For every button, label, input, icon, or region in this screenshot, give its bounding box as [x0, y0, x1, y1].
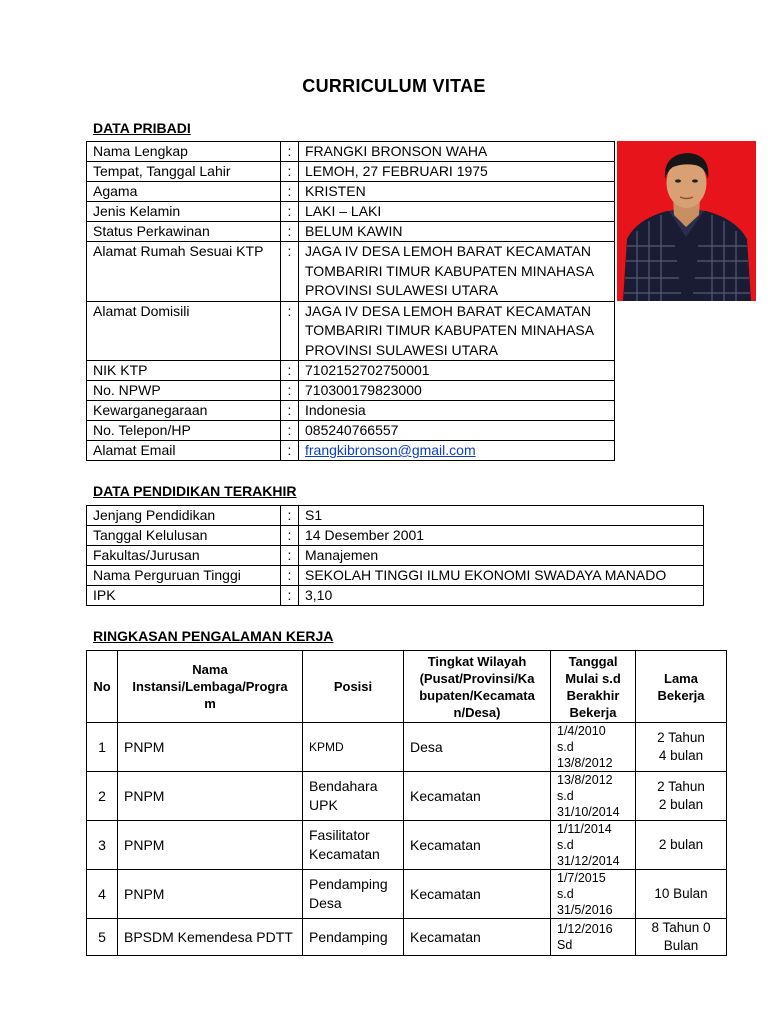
- lama-line: 10 Bulan: [654, 886, 708, 901]
- field-label: Fakultas/Jurusan: [87, 546, 281, 566]
- tanggal-line: 31/12/2014: [557, 854, 620, 868]
- education-row: [87, 526, 704, 546]
- row-number: 1: [87, 723, 118, 772]
- colon-separator: :: [281, 441, 299, 461]
- personal-row: [87, 182, 615, 202]
- tanggal-line: 31/5/2016: [557, 903, 613, 917]
- field-value: KRISTEN: [299, 182, 615, 202]
- field-value: 710300179823000: [299, 381, 615, 401]
- value-line: JAGA IV DESA LEMOH BARAT KECAMATAN: [305, 302, 592, 319]
- personal-row: [87, 202, 615, 222]
- posisi-line: Desa: [309, 895, 342, 911]
- work-row: [87, 870, 727, 919]
- field-value: 3,10: [299, 586, 704, 606]
- field-value: LAKI – LAKI: [299, 202, 615, 222]
- work-row: [87, 919, 727, 956]
- field-label: Jenjang Pendidikan: [87, 506, 281, 526]
- lama-line: 2 bulan: [658, 837, 704, 852]
- field-value: [299, 242, 615, 302]
- personal-row: [87, 401, 615, 421]
- personal-row: [87, 441, 615, 461]
- field-label: IPK: [87, 586, 281, 606]
- colon-separator: :: [281, 506, 299, 526]
- personal-row: [87, 381, 615, 401]
- field-value: 7102152702750001: [299, 361, 615, 381]
- field-label: No. NPWP: [87, 381, 281, 401]
- colon-separator: :: [281, 182, 299, 202]
- tanggal-line: s.d: [557, 740, 574, 754]
- work-row: [87, 772, 727, 821]
- field-label: Agama: [87, 182, 281, 202]
- education-row: [87, 586, 704, 606]
- lama-line: 2 bulan: [658, 797, 704, 812]
- field-value: FRANGKI BRONSON WAHA: [299, 142, 615, 162]
- personal-row: [87, 242, 615, 302]
- tanggal-cell: [551, 870, 636, 919]
- header-lama: Lama Bekerja: [636, 651, 727, 723]
- row-number: 5: [87, 919, 118, 956]
- education-row: [87, 566, 704, 586]
- personal-row: [87, 361, 615, 381]
- personal-row: [87, 301, 615, 361]
- work-table: [86, 650, 727, 956]
- posisi-line: Pendamping: [309, 928, 388, 945]
- colon-separator: :: [281, 361, 299, 381]
- lama-line: Bulan: [663, 938, 699, 953]
- wilayah-cell: Desa: [404, 723, 551, 772]
- work-row: [87, 723, 727, 772]
- profile-photo: [617, 141, 756, 301]
- colon-separator: :: [281, 381, 299, 401]
- field-label: Kewarganegaraan: [87, 401, 281, 421]
- tanggal-line: s.d: [557, 838, 574, 852]
- lama-line: 4 bulan: [658, 748, 704, 763]
- posisi-line: Kecamatan: [309, 846, 380, 862]
- tanggal-cell: [551, 772, 636, 821]
- posisi-cell: [303, 821, 404, 870]
- personal-row: [87, 142, 615, 162]
- field-value: SEKOLAH TINGGI ILMU EKONOMI SWADAYA MANADO: [299, 566, 704, 586]
- tanggal-line: 13/8/2012: [557, 773, 613, 787]
- education-row: [87, 546, 704, 566]
- tanggal-line: Sd: [557, 938, 573, 952]
- personal-row: [87, 421, 615, 441]
- personal-row: [87, 162, 615, 182]
- header-tanggal: Tanggal Mulai s.d Berakhir Bekerja: [551, 651, 636, 723]
- field-value: S1: [299, 506, 704, 526]
- posisi-cell: [303, 772, 404, 821]
- field-label: Jenis Kelamin: [87, 202, 281, 222]
- colon-separator: :: [281, 586, 299, 606]
- instansi-cell: PNPM: [118, 772, 303, 821]
- lama-line: 2 Tahun: [657, 779, 705, 794]
- field-value: 085240766557: [299, 421, 615, 441]
- tanggal-line: 1/4/2010: [557, 724, 606, 738]
- colon-separator: :: [281, 202, 299, 222]
- field-label: Tempat, Tanggal Lahir: [87, 162, 281, 182]
- instansi-cell: PNPM: [118, 870, 303, 919]
- row-number: 4: [87, 870, 118, 919]
- field-value: Indonesia: [299, 401, 615, 421]
- header-no: No: [87, 651, 118, 723]
- field-value: 14 Desember 2001: [299, 526, 704, 546]
- tanggal-cell: [551, 723, 636, 772]
- field-label: Status Perkawinan: [87, 222, 281, 242]
- personal-heading: DATA PRIBADI: [93, 120, 191, 136]
- header-wilayah: Tingkat Wilayah (Pusat/Provinsi/Ka bupaten/Kecamata n/Desa): [404, 651, 551, 723]
- colon-separator: :: [281, 162, 299, 182]
- value-line: PROVINSI SULAWESI UTARA: [305, 282, 498, 298]
- tanggal-line: s.d: [557, 887, 574, 901]
- personal-table: [86, 141, 615, 461]
- colon-separator: :: [281, 566, 299, 586]
- lama-cell: [636, 870, 727, 919]
- field-label: Nama Lengkap: [87, 142, 281, 162]
- field-value: LEMOH, 27 FEBRUARI 1975: [299, 162, 615, 182]
- instansi-cell: PNPM: [118, 821, 303, 870]
- field-value: [299, 301, 615, 361]
- education-heading: DATA PENDIDIKAN TERAKHIR: [93, 483, 297, 499]
- lama-cell: [636, 919, 727, 956]
- colon-separator: :: [281, 242, 299, 302]
- education-table: [86, 505, 704, 606]
- colon-separator: :: [281, 222, 299, 242]
- posisi-cell: [303, 723, 404, 772]
- lama-cell: [636, 821, 727, 870]
- value-line: TOMBARIRI TIMUR KABUPATEN MINAHASA: [305, 322, 595, 338]
- instansi-cell: BPSDM Kemendesa PDTT: [118, 919, 303, 956]
- field-value: Manajemen: [299, 546, 704, 566]
- posisi-cell: [303, 870, 404, 919]
- wilayah-cell: Kecamatan: [404, 919, 551, 956]
- tanggal-line: 1/11/2014: [557, 822, 612, 836]
- wilayah-cell: Kecamatan: [404, 821, 551, 870]
- value-line: JAGA IV DESA LEMOH BARAT KECAMATAN: [305, 243, 592, 259]
- lama-line: 2 Tahun: [657, 730, 705, 745]
- tanggal-line: s.d: [557, 789, 574, 803]
- header-posisi: Posisi: [303, 651, 404, 723]
- page-title: CURRICULUM VITAE: [302, 76, 486, 96]
- colon-separator: :: [281, 546, 299, 566]
- tanggal-line: 31/10/2014: [557, 805, 620, 819]
- field-value: [299, 441, 615, 461]
- posisi-line: Fasilitator: [309, 827, 370, 843]
- value-line: TOMBARIRI TIMUR KABUPATEN MINAHASA: [305, 262, 595, 279]
- instansi-cell: PNPM: [118, 723, 303, 772]
- posisi-line: Bendahara: [309, 778, 378, 794]
- field-label: Alamat Rumah Sesuai KTP: [87, 242, 281, 302]
- wilayah-cell: Kecamatan: [404, 772, 551, 821]
- field-label: Alamat Domisili: [87, 301, 281, 361]
- posisi-line: UPK: [309, 797, 338, 813]
- tanggal-cell: [551, 821, 636, 870]
- tanggal-line: 13/8/2012: [557, 756, 613, 770]
- field-label: Alamat Email: [87, 441, 281, 461]
- row-number: 2: [87, 772, 118, 821]
- tanggal-line: 1/12/2016: [557, 922, 613, 936]
- work-row: [87, 821, 727, 870]
- colon-separator: :: [281, 401, 299, 421]
- colon-separator: :: [281, 301, 299, 361]
- lama-line: 8 Tahun 0: [651, 920, 711, 935]
- field-label: NIK KTP: [87, 361, 281, 381]
- tanggal-line: 1/7/2015: [557, 871, 606, 885]
- value-line: PROVINSI SULAWESI UTARA: [305, 341, 498, 358]
- work-heading: RINGKASAN PENGALAMAN KERJA: [93, 628, 334, 644]
- person-portrait-icon: [617, 141, 756, 301]
- field-label: No. Telepon/HP: [87, 421, 281, 441]
- colon-separator: :: [281, 142, 299, 162]
- wilayah-cell: Kecamatan: [404, 870, 551, 919]
- field-label: Tanggal Kelulusan: [87, 526, 281, 546]
- colon-separator: :: [281, 526, 299, 546]
- lama-cell: [636, 723, 727, 772]
- personal-row: [87, 222, 615, 242]
- row-number: 3: [87, 821, 118, 870]
- lama-cell: [636, 772, 727, 821]
- header-instansi: Nama Instansi/Lembaga/Progra m: [118, 651, 303, 723]
- email-link[interactable]: frangkibronson@gmail.com: [305, 442, 476, 458]
- posisi-line: KPMD: [309, 740, 344, 754]
- tanggal-cell: [551, 919, 636, 956]
- field-label: Nama Perguruan Tinggi: [87, 566, 281, 586]
- colon-separator: :: [281, 421, 299, 441]
- posisi-cell: [303, 919, 404, 956]
- education-row: [87, 506, 704, 526]
- field-value: BELUM KAWIN: [299, 222, 615, 242]
- posisi-line: Pendamping: [309, 876, 388, 892]
